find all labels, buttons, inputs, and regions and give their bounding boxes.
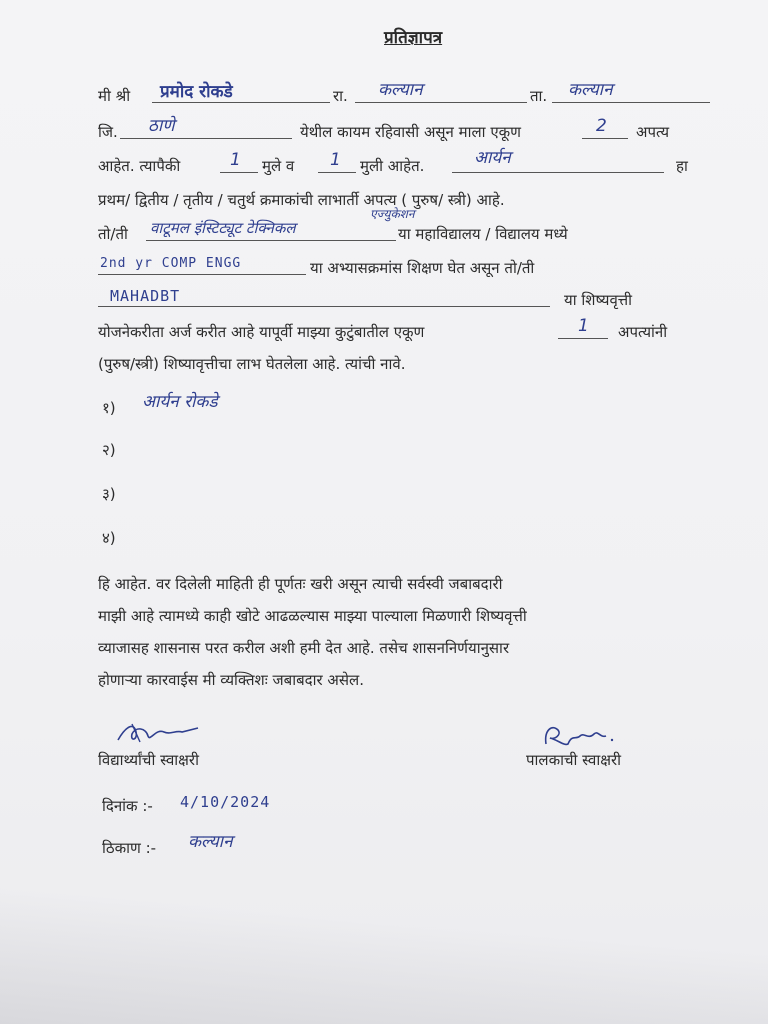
student-signature-label: विद्यार्थ्यांची स्वाक्षरी [98, 751, 199, 769]
institute-top: एज्युकेशन [370, 207, 415, 221]
child-name: आर्यन [474, 148, 511, 168]
line5-prefix: तो/ती [98, 225, 128, 243]
line8-suffix: अपत्यांनी [618, 323, 668, 341]
ra-value: कल्यान [378, 80, 423, 100]
line3-suffix: हा [676, 157, 688, 175]
date-label: दिनांक :- [102, 797, 153, 815]
document-title: प्रतिज्ञापत्र [384, 28, 443, 48]
line6-suffix: या अभ्यासक्रमांस शिक्षण घेत असून तो/ती [310, 259, 535, 277]
declaration-line-2: माझी आहे त्यामध्ये काही खोटे आढळल्यास माझ्या पाल्याला मिळणारी शिष्यवृत्ती [98, 607, 527, 625]
line1-prefix: मी श्री [98, 87, 131, 105]
line3-text3: मुली आहेत. [360, 157, 425, 175]
prior-count: 1 [578, 316, 589, 336]
declaration-line-4: होणाऱ्या कारवाईस मी व्यक्तिशः जबाबदार असेल. [98, 671, 364, 689]
list-value-1: आर्यन रोकडे [142, 392, 218, 412]
ta-value: कल्यान [568, 80, 613, 100]
ji-label: जि. [98, 123, 118, 141]
list-num-2: २) [102, 441, 116, 459]
scheme-name: MAHADBT [110, 287, 181, 305]
sons-count: 1 [230, 150, 241, 170]
list-num-4: ४) [102, 529, 116, 547]
line2-suffix: अपत्य [636, 123, 670, 141]
line9-text: (पुरुष/स्त्री) शिष्यावृत्तीचा लाभ घेतलेला आहे. त्यांची नावे. [98, 355, 406, 373]
line2-text: येथील कायम रहिवासी असून माला एकूण [300, 123, 521, 141]
ji-value: ठाणे [148, 116, 175, 136]
list-num-1: १) [102, 399, 116, 417]
applicant-name: प्रमोद रोकडे [160, 82, 233, 102]
place-value: कल्यान [188, 832, 233, 852]
line8-text: योजनेकरीता अर्ज करीत आहे यापूर्वी माझ्या कुटुंबातील एकूण [98, 323, 425, 341]
paper-shadow [0, 864, 768, 1024]
ji-blank [120, 116, 292, 139]
parent-signature [538, 720, 624, 750]
declaration-line-3: व्याजासह शासनास परत करील अशी हमी देत आहे. तसेच शासननिर्णयानुसार [98, 639, 510, 657]
student-signature [112, 718, 204, 748]
place-label: ठिकाण :- [102, 839, 157, 857]
line7-suffix: या शिष्यवृत्ती [564, 291, 633, 309]
daughters-count: 1 [330, 150, 341, 170]
list-num-3: ३) [102, 485, 116, 503]
declaration-line-1: हि आहेत. वर दिलेली माहिती ही पूर्णतः खरी असून त्याची सर्वस्वी जबाबदारी [98, 575, 503, 593]
ra-label: रा. [333, 87, 348, 105]
ta-label: ता. [530, 87, 548, 105]
course-name: 2nd yr COMP ENGG [100, 256, 242, 271]
date-value: 4/10/2024 [180, 793, 271, 811]
institute-name: वाटूमल इंस्टिट्यूट टेक्निकल [150, 219, 296, 237]
line5-suffix: या महाविद्यालय / विद्यालय मध्ये [398, 225, 568, 243]
line4-text: प्रथम/ द्वितीय / तृतीय / चतुर्थ क्रमाकांची लाभार्ती अपत्य ( पुरुष/ स्त्री) आहे. [98, 191, 505, 209]
total-count: 2 [596, 116, 607, 136]
line3-text1: आहेत. त्यापैकी [98, 157, 181, 175]
parent-signature-label: पालकाची स्वाक्षरी [526, 751, 621, 769]
line3-text2: मुले व [262, 157, 295, 175]
